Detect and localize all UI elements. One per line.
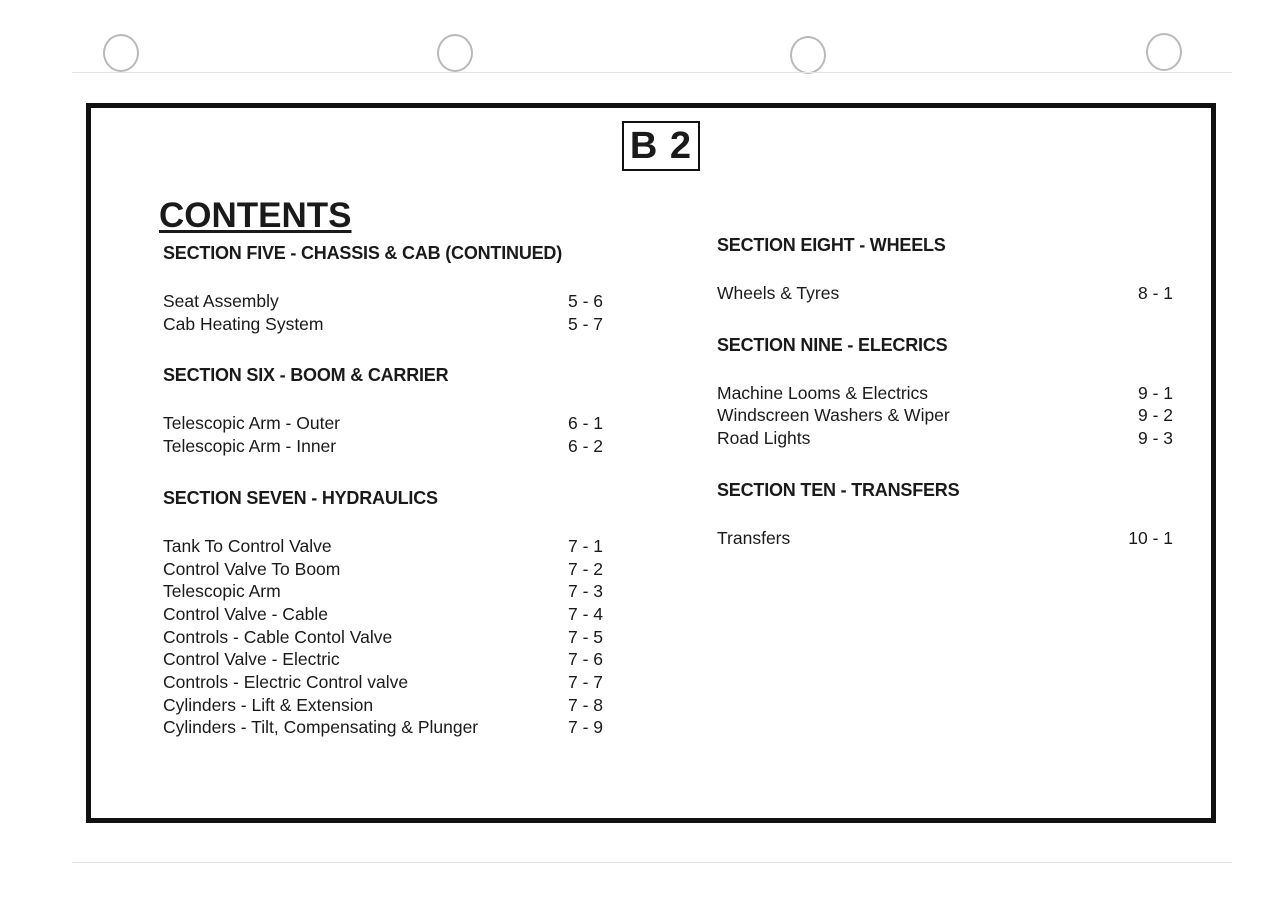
section-heading: SECTION SEVEN - HYDRAULICS bbox=[163, 487, 438, 508]
entry-page-number: 6 - 1 bbox=[567, 413, 603, 434]
contents-entry bbox=[163, 535, 603, 558]
contents-entry bbox=[717, 282, 1173, 305]
entry-page-number: 7 - 6 bbox=[567, 649, 603, 670]
entry-label: Transfers bbox=[717, 527, 791, 548]
entry-page-number: 10 - 1 bbox=[1128, 527, 1173, 548]
entry-label: Controls - Electric Control valve bbox=[163, 672, 409, 693]
section-heading: SECTION FIVE - CHASSIS & CAB (CONTINUED) bbox=[163, 243, 563, 263]
entry-label: Cylinders - Lift & Extension bbox=[163, 694, 374, 715]
contents-entry bbox=[163, 290, 603, 313]
contents-entry bbox=[163, 716, 603, 739]
section-heading: SECTION SIX - BOOM & CARRIER bbox=[163, 365, 449, 386]
contents-frame bbox=[86, 103, 1216, 823]
punch-hole bbox=[103, 34, 139, 72]
entry-page-number: 9 - 3 bbox=[1137, 428, 1173, 449]
contents-entry bbox=[717, 404, 1173, 427]
contents-entry bbox=[163, 313, 603, 336]
contents-right-column bbox=[717, 235, 1173, 580]
entry-label: Telescopic Arm - Inner bbox=[163, 436, 337, 457]
entry-label: Telescopic Arm bbox=[163, 581, 281, 602]
page-code: B 2 bbox=[622, 121, 700, 171]
section-heading: SECTION NINE - ELECRICS bbox=[717, 334, 948, 355]
contents-entry bbox=[163, 435, 603, 458]
contents-entry bbox=[717, 382, 1173, 405]
page-bleed-line bbox=[72, 72, 1232, 73]
contents-entry bbox=[163, 558, 603, 581]
contents-entry bbox=[163, 603, 603, 626]
contents-left-column bbox=[163, 243, 603, 769]
entry-page-number: 7 - 5 bbox=[567, 626, 603, 647]
entry-label: Seat Assembly bbox=[163, 291, 279, 311]
entry-label: Control Valve To Boom bbox=[163, 558, 341, 579]
contents-entry bbox=[163, 694, 603, 717]
contents-entry bbox=[717, 527, 1173, 550]
contents-section bbox=[717, 480, 1173, 568]
page-title: CONTENTS bbox=[159, 196, 352, 235]
section-heading: SECTION TEN - TRANSFERS bbox=[717, 479, 960, 500]
entry-label: Control Valve - Cable bbox=[163, 603, 329, 624]
section-heading: SECTION EIGHT - WHEELS bbox=[717, 235, 946, 255]
entry-label: Cab Heating System bbox=[163, 313, 324, 334]
entry-label: Controls - Cable Contol Valve bbox=[163, 626, 393, 647]
contents-entry bbox=[163, 626, 603, 649]
entry-page-number: 9 - 2 bbox=[1137, 405, 1173, 426]
entry-page-number: 5 - 7 bbox=[567, 313, 603, 334]
contents-entry bbox=[163, 580, 603, 603]
entry-page-number: 7 - 4 bbox=[567, 603, 603, 624]
entry-page-number: 7 - 3 bbox=[567, 581, 603, 602]
entry-page-number: 9 - 1 bbox=[1137, 382, 1173, 403]
entry-page-number: 7 - 9 bbox=[567, 717, 603, 738]
contents-entry bbox=[717, 427, 1173, 450]
entry-label: Windscreen Washers & Wiper bbox=[717, 405, 950, 426]
entry-page-number: 7 - 2 bbox=[567, 558, 603, 579]
entry-label: Telescopic Arm - Outer bbox=[163, 413, 340, 434]
entry-page-number: 7 - 8 bbox=[567, 694, 603, 715]
entry-label: Tank To Control Valve bbox=[163, 535, 332, 556]
contents-section bbox=[163, 365, 603, 475]
contents-entry bbox=[163, 648, 603, 671]
entry-label: Control Valve - Electric bbox=[163, 649, 340, 670]
entry-page-number: 5 - 6 bbox=[567, 291, 603, 311]
contents-section bbox=[163, 243, 603, 353]
contents-entry bbox=[163, 671, 603, 694]
punch-hole bbox=[790, 36, 826, 74]
punch-hole bbox=[437, 34, 473, 72]
entry-label: Cylinders - Tilt, Compensating & Plunger bbox=[163, 717, 479, 738]
entry-label: Road Lights bbox=[717, 428, 811, 449]
entry-page-number: 7 - 7 bbox=[567, 672, 603, 693]
punch-hole bbox=[1146, 33, 1182, 71]
entry-label: Wheels & Tyres bbox=[717, 283, 840, 303]
entry-page-number: 6 - 2 bbox=[567, 436, 603, 457]
contents-section bbox=[717, 235, 1173, 323]
contents-section bbox=[717, 335, 1173, 468]
contents-entry bbox=[163, 412, 603, 435]
page-bleed-line bbox=[72, 862, 1232, 863]
entry-page-number: 7 - 1 bbox=[567, 535, 603, 556]
entry-page-number: 8 - 1 bbox=[1137, 283, 1173, 303]
contents-section bbox=[163, 488, 603, 757]
entry-label: Machine Looms & Electrics bbox=[717, 382, 929, 403]
